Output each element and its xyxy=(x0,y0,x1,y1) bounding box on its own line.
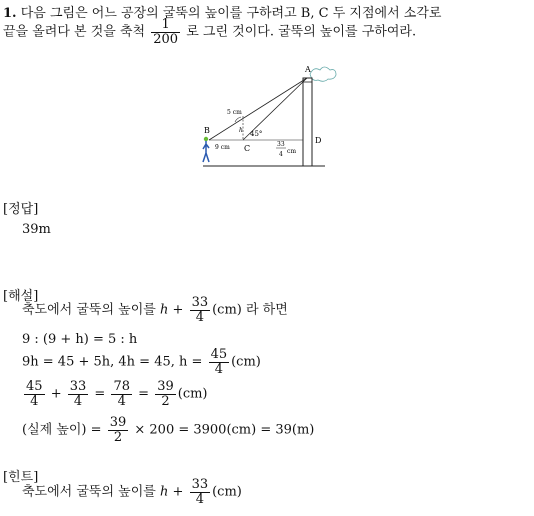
exp-l4-num-39: 39 xyxy=(157,379,174,394)
problem-text-2a: 끝을 올려다 본 것을 축척 xyxy=(3,24,146,40)
hint-l1-post: (cm) xyxy=(212,484,242,500)
hint-l1-den: 4 xyxy=(195,491,204,507)
label-B: B xyxy=(204,126,210,135)
explanation-line-4 xyxy=(22,380,208,408)
exp-l5-pre: (실제 높이) = xyxy=(22,422,102,438)
exp-l4-frac-33 xyxy=(68,380,89,408)
exp-l4-plus: + xyxy=(50,386,62,402)
explanation-line-1 xyxy=(22,296,288,324)
explanation-line-3 xyxy=(22,348,261,376)
exp-l5-post: × 200 = 3900(cm) = 39(m) xyxy=(134,422,315,438)
exp-l3-pre: 9h = 45 + 5h, 4h = 45, h = xyxy=(22,354,203,370)
explanation-heading: [해설] xyxy=(3,289,39,304)
hint-line-1 xyxy=(22,478,242,506)
label-C: C xyxy=(244,144,251,153)
exp-l3-num: 45 xyxy=(210,347,228,362)
len-CA: 5 cm xyxy=(227,109,242,116)
chimney xyxy=(303,78,312,166)
hint-heading: [힌트] xyxy=(3,470,39,485)
person-icon xyxy=(203,141,209,162)
exp-l4-frac-39 xyxy=(155,380,176,408)
exp-l4-den-45: 4 xyxy=(30,393,39,409)
hint-l1-num: 33 xyxy=(191,477,209,492)
exp-l4-den-78: 4 xyxy=(117,393,126,409)
scale-denominator: 200 xyxy=(153,31,179,47)
hint-l1-pre: 축도에서 굴뚝의 높이를 xyxy=(22,484,156,500)
explanation-line-5 xyxy=(22,416,314,444)
exp-l3-cm: (cm) xyxy=(231,354,261,370)
exp-l1-post: (cm) 라 하면 xyxy=(212,302,288,318)
exp-l4-frac-45 xyxy=(24,380,45,408)
exp-l5-fraction xyxy=(108,416,129,444)
label-A: A xyxy=(305,65,311,74)
exp-l4-num-33: 33 xyxy=(69,379,87,394)
len-unit: cm xyxy=(287,148,297,155)
len-num: 33 xyxy=(277,141,285,148)
exp-l4-den-33: 4 xyxy=(73,393,83,409)
len-den: 4 xyxy=(279,151,283,158)
exp-l3-fraction xyxy=(209,348,230,376)
problem-text-2b: 로 그린 것이다. 굴뚝의 높이를 구하여라. xyxy=(186,24,417,40)
exp-l5-den: 2 xyxy=(113,429,123,445)
exp-l4-cm: (cm) xyxy=(177,386,208,402)
answer-value: 39m xyxy=(22,222,51,237)
exp-l1-fraction xyxy=(190,296,211,324)
problem-text-1: 다음 그림은 어느 공장의 굴뚝의 높이를 구하려고 B, C 두 지점에서 소각로 xyxy=(20,6,442,21)
scale-fraction xyxy=(151,18,180,46)
exp-l4-den-2: 2 xyxy=(161,393,170,409)
exp-l4-frac-78 xyxy=(111,380,132,408)
explanation-line-2: 9 : (9 + h) = 5 : h xyxy=(22,332,138,347)
hint-l1-h: h xyxy=(160,484,169,500)
exp-l4-eq2: = xyxy=(138,386,150,402)
label-h: h xyxy=(239,127,243,134)
exp-l4-num-78: 78 xyxy=(113,379,131,394)
problem-line-2 xyxy=(3,18,416,46)
exp-l4-eq1: = xyxy=(94,386,106,402)
exp-l1-num: 33 xyxy=(191,295,209,310)
exp-l1-pre: 축도에서 굴뚝의 높이를 xyxy=(22,302,156,318)
smoke-icon xyxy=(310,67,336,81)
scale-numerator: 1 xyxy=(151,18,180,33)
problem-number: 1. xyxy=(3,6,17,21)
answer-heading: [정답] xyxy=(3,202,39,217)
exp-l1-h: h xyxy=(160,302,169,318)
label-D: D xyxy=(315,136,322,145)
chimney-figure xyxy=(195,60,345,172)
len-BC: 9 cm xyxy=(215,144,230,151)
exp-l5-num: 39 xyxy=(109,415,127,430)
exp-l1-den: 4 xyxy=(195,309,204,325)
angle-label: 45° xyxy=(250,130,263,138)
hint-l1-plus: + xyxy=(172,484,184,500)
person-head xyxy=(204,137,208,141)
exp-l4-num-45: 45 xyxy=(26,379,43,394)
exp-l1-plus: + xyxy=(172,302,184,318)
exp-l3-den: 4 xyxy=(214,361,223,377)
hint-l1-fraction xyxy=(190,478,211,506)
